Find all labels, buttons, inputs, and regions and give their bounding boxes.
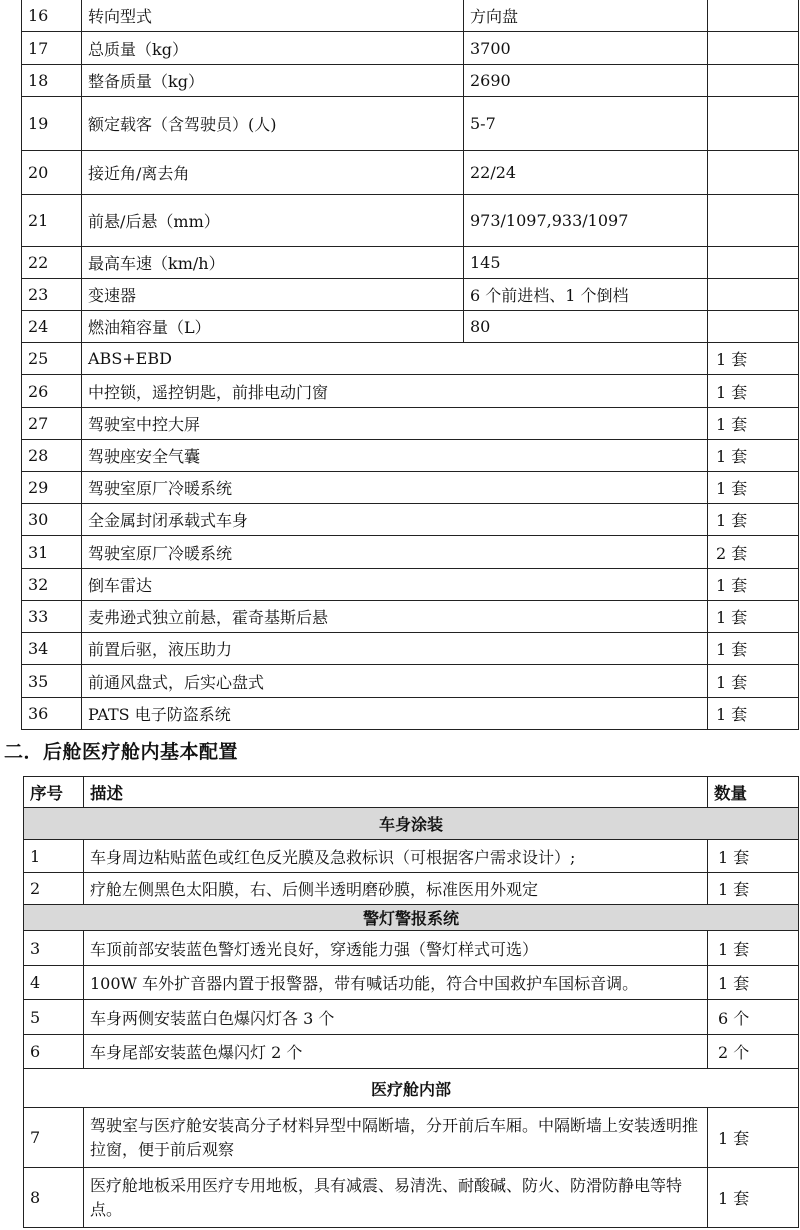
spec-value: 方向盘	[464, 0, 708, 32]
table-row	[22, 536, 799, 569]
table-row	[22, 408, 799, 440]
table-row	[24, 840, 799, 873]
row-number: 8	[24, 1168, 84, 1228]
table-row	[22, 65, 799, 97]
spec-qty	[708, 195, 799, 247]
category-row	[24, 808, 799, 840]
row-number: 1	[24, 840, 84, 873]
spec-item: 总质量（kg）	[82, 32, 464, 65]
table-row	[22, 601, 799, 633]
spec-value: 3700	[464, 32, 708, 65]
row-quantity: 1 套	[708, 931, 799, 966]
spec-value: 145	[464, 247, 708, 279]
row-number: 30	[22, 504, 82, 536]
header-quantity: 数量	[708, 777, 799, 808]
spec-qty	[708, 247, 799, 279]
spec-value: 2690	[464, 65, 708, 97]
row-number: 6	[24, 1035, 84, 1069]
row-number: 28	[22, 440, 82, 472]
row-quantity: 1 套	[708, 1108, 799, 1168]
table-row	[22, 247, 799, 279]
row-number: 2	[24, 873, 84, 905]
row-number: 5	[24, 1000, 84, 1035]
row-number: 20	[22, 151, 82, 195]
table-row	[22, 698, 799, 730]
table-row	[22, 279, 799, 311]
row-number: 34	[22, 633, 82, 665]
section-heading: 二．后舱医疗舱内基本配置	[4, 741, 239, 763]
spec-value: 80	[464, 311, 708, 343]
row-number: 33	[22, 601, 82, 633]
row-number: 16	[22, 0, 82, 32]
spec-item: 转向型式	[82, 0, 464, 32]
equipment-item: 倒车雷达	[82, 569, 708, 601]
row-number: 18	[22, 65, 82, 97]
equipment-qty: 1 套	[708, 601, 799, 633]
equipment-qty: 1 套	[708, 569, 799, 601]
spec-item: 前悬/后悬（mm）	[82, 195, 464, 247]
equipment-item: PATS 电子防盗系统	[82, 698, 708, 730]
spec-value: 5-7	[464, 97, 708, 151]
category-warning-lights: 警灯警报系统	[24, 905, 799, 931]
spec-item: 接近角/离去角	[82, 151, 464, 195]
row-number: 27	[22, 408, 82, 440]
table-row	[22, 0, 799, 32]
header-description: 描述	[84, 777, 708, 808]
spec-qty	[708, 151, 799, 195]
spec-qty	[708, 279, 799, 311]
vehicle-spec-table	[21, 0, 799, 730]
spec-value: 6 个前进档、1 个倒档	[464, 279, 708, 311]
table-header-row	[24, 777, 799, 808]
table-row	[22, 504, 799, 536]
row-quantity: 1 套	[708, 1168, 799, 1228]
medical-cabin-config-table	[23, 776, 799, 1228]
equipment-qty: 1 套	[708, 375, 799, 408]
equipment-qty: 1 套	[708, 343, 799, 375]
category-medical-cabin: 医疗舱内部	[24, 1069, 799, 1108]
row-number: 23	[22, 279, 82, 311]
spec-qty	[708, 65, 799, 97]
row-number: 31	[22, 536, 82, 569]
equipment-item: 驾驶室原厂冷暖系统	[82, 536, 708, 569]
row-description: 车身周边粘贴蓝色或红色反光膜及急救标识（可根据客户需求设计）;	[84, 840, 708, 873]
row-quantity: 2 个	[708, 1035, 799, 1069]
spec-value: 22/24	[464, 151, 708, 195]
row-description: 车身尾部安装蓝色爆闪灯 2 个	[84, 1035, 708, 1069]
row-number: 7	[24, 1108, 84, 1168]
equipment-qty: 1 套	[708, 408, 799, 440]
row-number: 24	[22, 311, 82, 343]
row-description: 车身两侧安装蓝白色爆闪灯各 3 个	[84, 1000, 708, 1035]
table-row	[24, 873, 799, 905]
equipment-item: 前置后驱，液压助力	[82, 633, 708, 665]
spec-qty	[708, 32, 799, 65]
table-row	[22, 440, 799, 472]
equipment-item: 驾驶室原厂冷暖系统	[82, 472, 708, 504]
table-row	[22, 32, 799, 65]
table-row	[22, 569, 799, 601]
equipment-qty: 1 套	[708, 504, 799, 536]
equipment-qty: 1 套	[708, 698, 799, 730]
table-row	[24, 1000, 799, 1035]
row-number: 29	[22, 472, 82, 504]
table-row	[24, 1168, 799, 1228]
equipment-item: 中控锁，遥控钥匙，前排电动门窗	[82, 375, 708, 408]
row-description: 驾驶室与医疗舱安装高分子材料异型中隔断墙，分开前后车厢。中隔断墙上安装透明推拉窗，便于前后观察	[84, 1108, 708, 1168]
category-row	[24, 905, 799, 931]
category-body-paint: 车身涂装	[24, 808, 799, 840]
equipment-item: ABS+EBD	[82, 343, 708, 375]
table-row	[22, 195, 799, 247]
spec-qty	[708, 311, 799, 343]
equipment-item: 麦弗逊式独立前悬，霍奇基斯后悬	[82, 601, 708, 633]
equipment-item: 前通风盘式，后实心盘式	[82, 665, 708, 698]
row-number: 36	[22, 698, 82, 730]
row-number: 22	[22, 247, 82, 279]
equipment-item: 驾驶室中控大屏	[82, 408, 708, 440]
row-quantity: 1 套	[708, 966, 799, 1000]
table-row	[24, 1035, 799, 1069]
equipment-qty: 1 套	[708, 665, 799, 698]
table-row	[24, 1108, 799, 1168]
spec-qty	[708, 97, 799, 151]
table-row	[22, 375, 799, 408]
row-description: 疗舱左侧黑色太阳膜，右、后侧半透明磨砂膜，标准医用外观定	[84, 873, 708, 905]
row-number: 26	[22, 375, 82, 408]
equipment-qty: 1 套	[708, 440, 799, 472]
spec-value: 973/1097,933/1097	[464, 195, 708, 247]
row-description: 医疗舱地板采用医疗专用地板，具有减震、易清洗、耐酸碱、防火、防滑防静电等特点。	[84, 1168, 708, 1228]
row-number: 32	[22, 569, 82, 601]
table-row	[22, 151, 799, 195]
category-row	[24, 1069, 799, 1108]
row-number: 21	[22, 195, 82, 247]
row-number: 25	[22, 343, 82, 375]
table-row	[22, 472, 799, 504]
row-description: 100W 车外扩音器内置于报警器，带有喊话功能，符合中国救护车国标音调。	[84, 966, 708, 1000]
row-quantity: 1 套	[708, 840, 799, 873]
row-number: 35	[22, 665, 82, 698]
equipment-qty: 1 套	[708, 633, 799, 665]
spec-qty	[708, 0, 799, 32]
table-row	[22, 633, 799, 665]
equipment-item: 全金属封闭承载式车身	[82, 504, 708, 536]
table-row	[24, 966, 799, 1000]
spec-item: 变速器	[82, 279, 464, 311]
equipment-qty: 1 套	[708, 472, 799, 504]
spec-item: 燃油箱容量（L）	[82, 311, 464, 343]
header-number: 序号	[24, 777, 84, 808]
table-row	[22, 343, 799, 375]
row-number: 17	[22, 32, 82, 65]
equipment-item: 驾驶座安全气囊	[82, 440, 708, 472]
spec-item: 最高车速（km/h）	[82, 247, 464, 279]
row-number: 19	[22, 97, 82, 151]
spec-item: 额定载客（含驾驶员）(人)	[82, 97, 464, 151]
table-row	[22, 97, 799, 151]
row-quantity: 6 个	[708, 1000, 799, 1035]
spec-item: 整备质量（kg）	[82, 65, 464, 97]
table-row	[24, 931, 799, 966]
row-number: 3	[24, 931, 84, 966]
table-row	[22, 311, 799, 343]
equipment-qty: 2 套	[708, 536, 799, 569]
table-row	[22, 665, 799, 698]
row-number: 4	[24, 966, 84, 1000]
row-description: 车顶前部安装蓝色警灯透光良好，穿透能力强（警灯样式可选）	[84, 931, 708, 966]
row-quantity: 1 套	[708, 873, 799, 905]
